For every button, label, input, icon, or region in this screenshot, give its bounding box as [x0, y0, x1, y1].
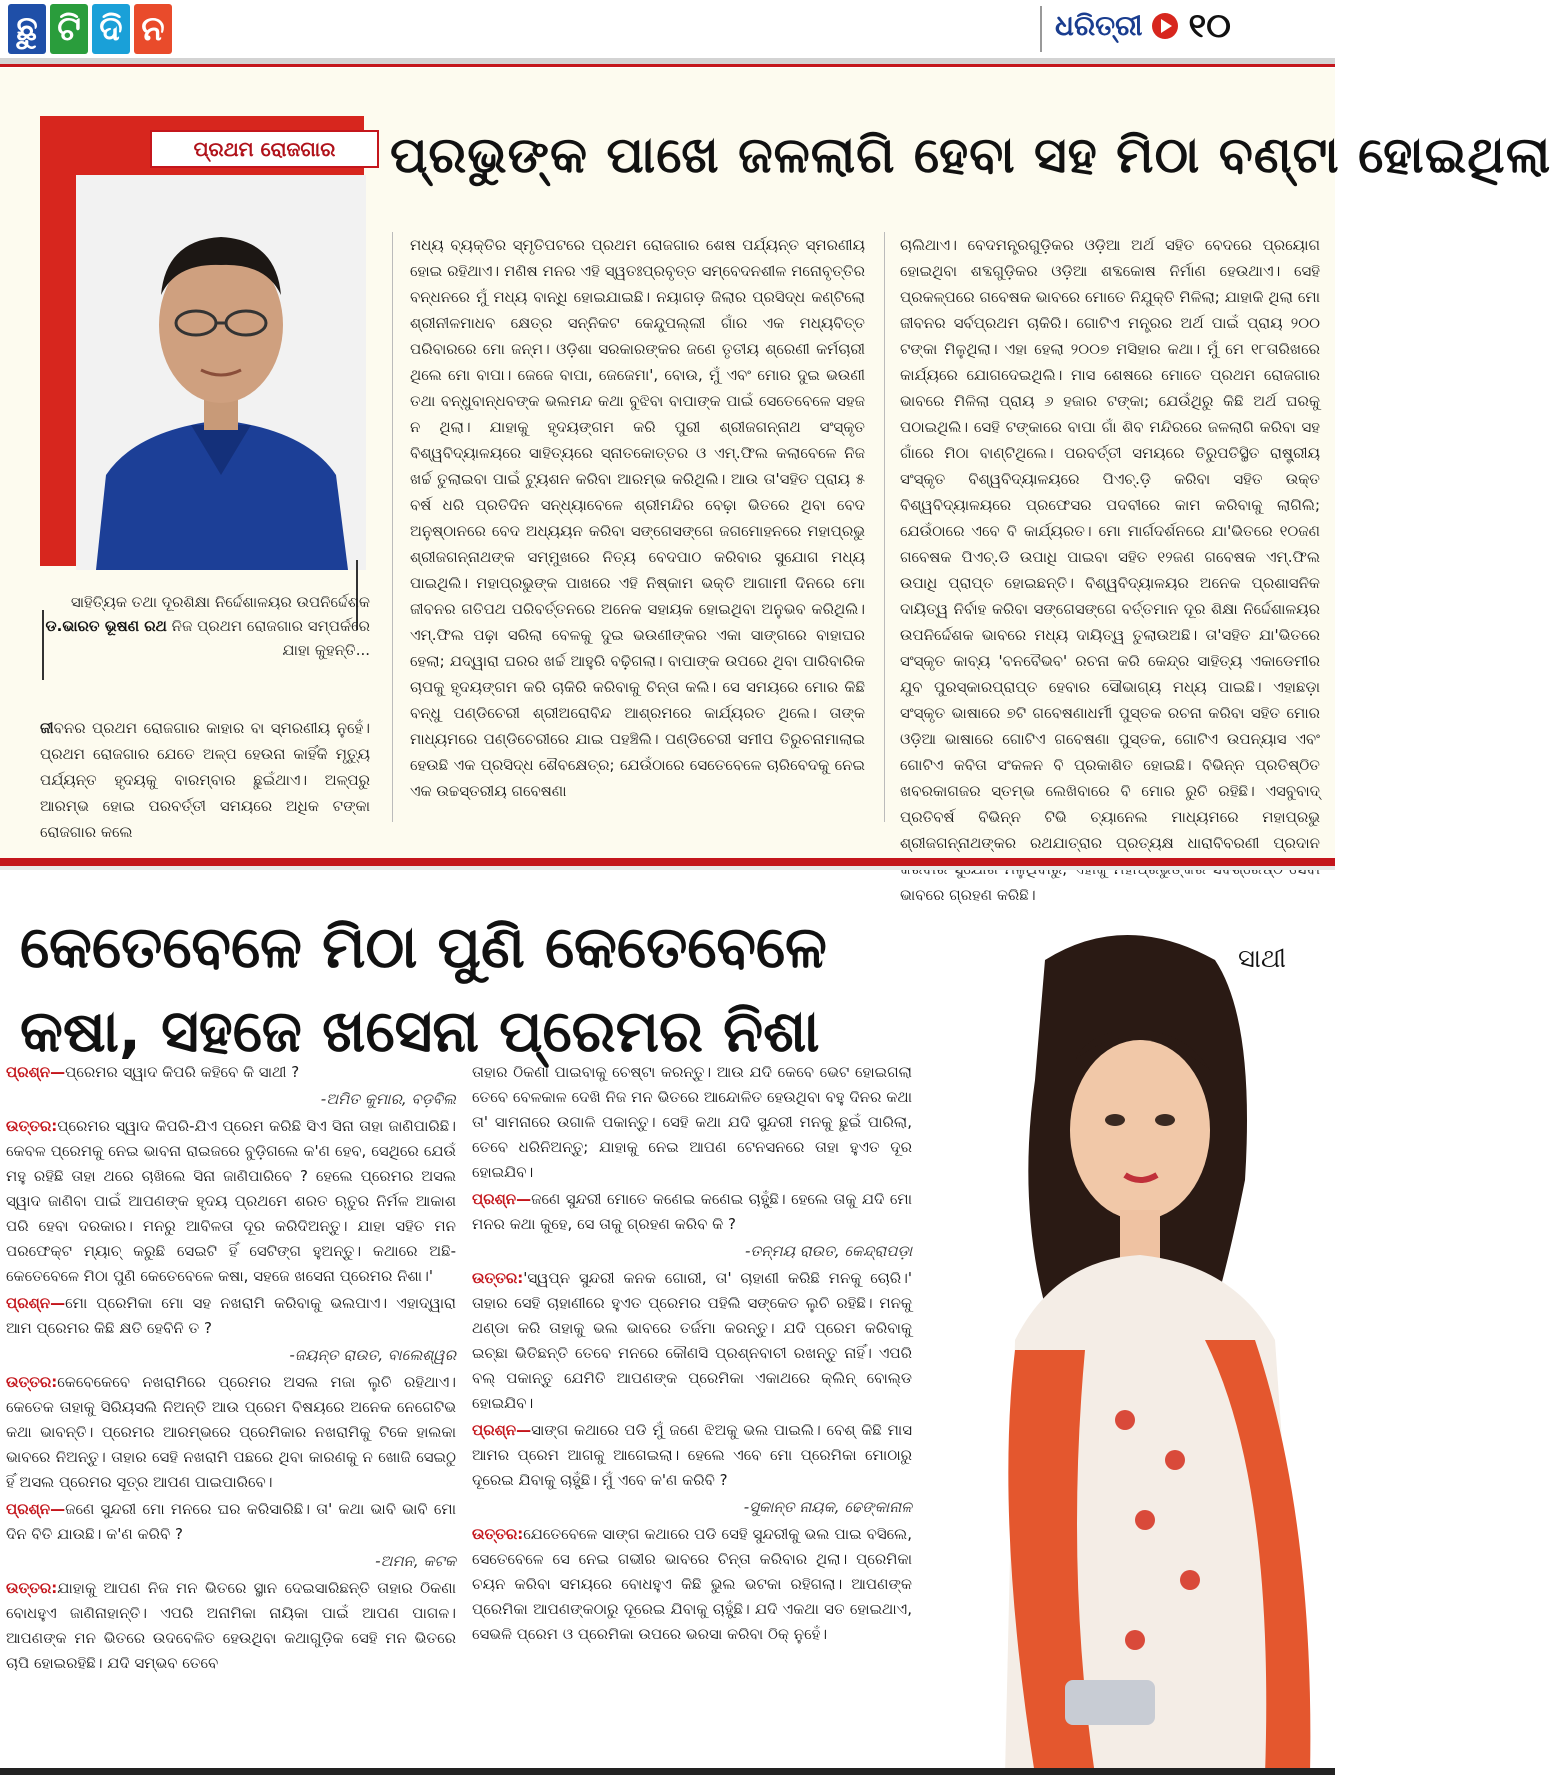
play-icon: [1152, 13, 1178, 39]
story1-kicker: ପ୍ରଥମ ରୋଜଗାର: [150, 130, 379, 168]
caption-text: ନିଜ ପ୍ରଥମ ରୋଜଗାର ସମ୍ପର୍କରେ ଯାହା କୁହନ୍ତି...: [171, 617, 370, 659]
qa-column-1: [6, 1060, 456, 1760]
section-band-shadow: [0, 866, 1335, 870]
answer-label: ଉତ୍ତର: [472, 1269, 518, 1287]
signature: -ସୁକାନ୍ତ ନାୟକ, ଢେଙ୍କାନାଳ: [743, 1498, 912, 1516]
drop-cap: ଜୀ: [40, 719, 54, 737]
story1-column-2: ମଧ୍ୟ ବ୍ୟକ୍ତିର ସ୍ମୃତିପଟରେ ପ୍ରଥମ ରୋଜଗାର ଶେଷ ପର୍ଯ୍ୟନ୍ତ ସ୍ମରଣୀୟ ହୋଇ ରହିଥାଏ। ମଣିଷ ମନର ଏହି ସ୍ୱତଃପ୍ରବୃତ୍ତ ସମ୍ବେଦନଶୀଳ ମନୋବୃତ୍ତିର ବନ୍ଧନରେ ମୁଁ ମଧ୍ୟ ବାନ୍ଧି ହୋଇଯାଇଛି। ନୟାଗଡ଼ ଜିଲାର ପ୍ରସିଦ୍ଧ କଣ୍ଟିଲୋ ଶ୍ରୀନୀଳମାଧବ କ୍ଷେତ୍ର ସନ୍ନିକଟ କେନ୍ଦୁପଲ୍ଲୀ ଗାଁର ଏକ ମଧ୍ୟବିତ୍ତ ପରିବାରରେ ମୋ ଜନ୍ମ। ଓଡ଼ିଶା ସରକାରଙ୍କର ଜଣେ ତୃତୀୟ ଶ୍ରେଣୀ କର୍ମଚାରୀ ଥିଲେ ମୋ ବାପା। ଜେଜେ ବାପା, ଜେଜେମା', ବୋଉ, ମୁଁ ଏବଂ ମୋର ଦୁଇ ଭଉଣୀ ତଥା ବନ୍ଧୁବାନ୍ଧବଙ୍କ ଭଲମନ୍ଦ କଥା ବୁଝିବା ବାପାଙ୍କ ପାଇଁ ସେତେବେଳେ ସହଜ ନ ଥିଲା। ଯାହାକୁ ହୃଦୟଙ୍ଗମ କରି ପୁରୀ ଶ୍ରୀଜଗନ୍ନାଥ ସଂସ୍କୃତ ବିଶ୍ୱବିଦ୍ୟାଳୟରେ ସାହିତ୍ୟରେ ସ୍ନାତକୋତ୍ତର ଓ ଏମ୍.ଫିଲ କଲାବେଳେ ନିଜ ଖର୍ଚ୍ଚ ତୁଲାଇବା ପାଇଁ ଟ୍ୟୁଶନ କରିବା ଆରମ୍ଭ କରିଥିଲି। ଆଉ ତା'ସହିତ ପ୍ରାୟ ୫ ବର୍ଷ ଧରି ପ୍ରତିଦିନ ସନ୍ଧ୍ୟାବେଳେ ଶ୍ରୀମନ୍ଦିର ବେଢ଼ା ଭିତରେ ଥିବା ବେଦ ଅନୁଷ୍ଠାନରେ ବେଦ ଅଧ୍ୟୟନ କରିବା ସଙ୍ଗେସଙ୍ଗେ ଜଗମୋହନରେ ମହାପ୍ରଭୁ ଶ୍ରୀଜଗନ୍ନାଥଙ୍କ ସମ୍ମୁଖରେ ନିତ୍ୟ ବେଦପାଠ କରିବାର ସୁଯୋଗ ମଧ୍ୟ ପାଇଥିଲି। ମହାପ୍ରଭୁଙ୍କ ପାଖରେ ଏହି ନିଷ୍କାମ ଭକ୍ତି ଆଗାମୀ ଦିନରେ ମୋ ଜୀବନର ଗତିପଥ ପରିବର୍ତ୍ତନରେ ଅନେକ ସହାୟକ ହୋଇଥିବା ଅନୁଭବ କରିଥିଲି। ଏମ୍.ଫିଲ ପଢ଼ା ସରିଲା ବେଳକୁ ଦୁଇ ଭଉଣୀଙ୍କର ଏକା ସାଙ୍ଗରେ ବାହାଘର ହେଲା; ଯଦ୍ୱାରା ଘରର ଖର୍ଚ୍ଚ ଆହୁରି ବଢ଼ିଗଲା। ବାପାଙ୍କ ଉପରେ ଥିବା ପାରିବାରିକ ଚାପକୁ ହୃଦୟଙ୍ଗମ କରି ଚାକିରି କରିବାକୁ ଚିନ୍ତା କଲି। ସେ ସମୟରେ ମୋର କିଛି ବନ୍ଧୁ ପଣ୍ଡିଚେରୀ ଶ୍ରୀଅରୋବିନ୍ଦ ଆଶ୍ରମରେ କାର୍ଯ୍ୟରତ ଥିଲେ। ତାଙ୍କ ମାଧ୍ୟମରେ ପଣ୍ଡିଚେରୀରେ ଯାଇ ପହଞ୍ଚିଲି। ପଣ୍ଡିଚେରୀ ସମୀପ ତିରୁଚନାମାଲାଇ ହେଉଛି ଏକ ପ୍ରସିଦ୍ଧ ଶୈବକ୍ଷେତ୍ର; ଯେଉଁଠାରେ ସେତେବେଳେ ଚାରିବେଦକୁ ନେଇ ଏକ ଉଚ୍ଚସ୍ତରୀୟ ଗବେଷଣା: [410, 236, 865, 800]
answer-text: 'ସ୍ୱପ୍ନ ସୁନ୍ଦରୀ କନକ ଗୋରୀ, ତା' ଚାହାଣୀ କରିଛି ମନକୁ ଚୋରି।' ତାହାର ସେହି ଚାହାଣୀରେ ହୁଏତ ପ୍ରେମର ପହିଲି ସଙ୍କେତ ଲୁଚି ରହିଛି। ମନକୁ ଥଣ୍ଡା କରି ତାହାକୁ ଭଲ ଭାବରେ ତର୍ଜମା କରନ୍ତୁ। ଯଦି ପ୍ରେମ କରିବାକୁ ଇଚ୍ଛା ଭିତିଛନ୍ତି ତେବେ ମନରେ କୌଣସି ପ୍ରଶ୍ନବାଚୀ ରଖନ୍ତୁ ନାହିଁ। ଏପରି ବଲ୍ ପକାନ୍ତୁ ଯେମିତି ଆପଣଙ୍କ ପ୍ରେମିକା ଏକାଥରେ କ୍ଲିନ୍ ବୋଲ୍ଡ ହୋଇଯିବ।: [472, 1269, 912, 1412]
question-label: ପ୍ରଶ୍ନ: [6, 1500, 51, 1518]
question: ପ୍ରଶ୍ନ—ଜଣେ ସୁନ୍ଦରୀ ମୋତେ କଣେଇ କଣେଇ ଚାହୁଁଛି। ହେଲେ ତାକୁ ଯଦି ମୋ ମନର କଥା କୁହେ, ସେ ତାକୁ ଗ୍ରହଣ କରିବ କି ?: [472, 1190, 912, 1233]
answer: ଉତ୍ତର:ଯେତେବେଳେ ସାଙ୍ଗ କଥାରେ ପଡି ସେହି ସୁନ୍ଦରୀକୁ ଭଲ ପାଇ ବସିଲେ, ସେତେବେଳେ ସେ ନେଇ ଗଭୀର ଭାବରେ ଚିନ୍ତା କରିବାର ଥିଲା। ପ୍ରେମିକା ଚୟନ କରିବା ସମୟରେ ବୋଧହୁଏ କିଛି ଭୁଲ ଭଟକା ରହିଗଲା। ଆପଣଙ୍କ ପ୍ରେମିକା ଆପଣଙ୍କଠାରୁ ଦୂରେଇ ଯିବାକୁ ଚାହୁଁଛି। ଯଦି ଏକଥା ସତ ହୋଇଥାଏ, ସେଭଳି ପ୍ରେମ ଓ ପ୍ରେମିକା ଉପରେ ଭରସା କରିବା ଠିକ୍ ନୁହେଁ।: [472, 1525, 912, 1643]
model-photo: [975, 920, 1335, 1775]
question: ପ୍ରଶ୍ନ—ସାଙ୍ଗ କଥାରେ ପଡି ମୁଁ ଜଣେ ଝିଅକୁ ଭଲ ପାଇଲି। ବେଶ୍ କିଛି ମାସ ଆମର ପ୍ରେମ ଆଗକୁ ଆଗେଇଲା। ହେଲେ ଏବେ ମୋ ପ୍ରେମିକା ମୋଠାରୁ ଦୂରେଇ ଯିବାକୁ ଚାହୁଁଛି। ମୁଁ ଏବେ କ'ଣ କରିବି ?: [472, 1421, 912, 1489]
story1-headline: ପ୍ରଭୁଙ୍କ ପାଖେ ଜଳଲାଗି ହେବା ସହ ମିଠା ବଣ୍ଟା ହୋଇଥିଲା: [390, 126, 1551, 184]
headline-line: କଷା, ସହଜେ ଖସେନା ପ୍ରେମର ନିଶା: [20, 997, 820, 1065]
answer: ଉତ୍ତର:ଯାହାକୁ ଆପଣ ନିଜ ମନ ଭିତରେ ସ୍ଥାନ ଦେଇସାରିଛନ୍ତି ତାହାର ଠିକଣା ବୋଧହୁଏ ଜାଣିନାହାନ୍ତି। ଏପରି ଅନାମିକା ନାୟିକା ପାଇଁ ଆପଣ ପାଗଳ। ଆପଣଙ୍କ ମନ ଭିତରେ ଉଦବେଳିତ ହେଉଥିବା କଥାଗୁଡ଼ିକ ସେହି ମନ ଭିତରେ ଚାପି ହୋଇରହିଛି। ଯଦି ସମ୍ଭବ ତେବେ: [6, 1579, 456, 1672]
answer-label: ଉତ୍ତର: [6, 1117, 52, 1135]
answer: ଉତ୍ତର:'ସ୍ୱପ୍ନ ସୁନ୍ଦରୀ କନକ ଗୋରୀ, ତା' ଚାହାଣୀ କରିଛି ମନକୁ ଚୋରି।' ତାହାର ସେହି ଚାହାଣୀରେ ହୁଏତ ପ୍ରେମର ପହିଲି ସଙ୍କେତ ଲୁଚି ରହିଛି। ମନକୁ ଥଣ୍ଡା କରି ତାହାକୁ ଭଲ ଭାବରେ ତର୍ଜମା କରନ୍ତୁ। ଯଦି ପ୍ରେମ କରିବାକୁ ଇଚ୍ଛା ଭିତିଛନ୍ତି ତେବେ ମନରେ କୌଣସି ପ୍ରଶ୍ନବାଚୀ ରଖନ୍ତୁ ନାହିଁ। ଏପରି ବଲ୍ ପକାନ୍ତୁ ଯେମିତି ଆପଣଙ୍କ ପ୍ରେମିକା ଏକାଥରେ କ୍ଲିନ୍ ବୋଲ୍ଡ ହୋଇଯିବ।: [472, 1269, 912, 1412]
answer: ଉତ୍ତର:କେବେକେବେ ନଖରାମିରେ ପ୍ରେମର ଅସଲ ମଜା ଲୁଚି ରହିଥାଏ। କେତେକ ତାହାକୁ ସିରିୟସଲି ନିଅନ୍ତି ଆଉ ପ୍ରେମ ବିଷୟରେ ଅନେକ ନେଗେଟିଭ କଥା ଭାବନ୍ତି। ପ୍ରେମର ଆରମ୍ଭରେ ପ୍ରେମିକାର ନଖରାମିକୁ ଟିକେ ହାଲକା ଭାବରେ ନିଅନ୍ତୁ। ତାହାର ସେହି ନଖରାମି ପଛରେ ଥିବା କାରଣକୁ ନ ଖୋଜି ସେଇଠୁ ହିଁ ଅସଲ ପ୍ରେମର ସୂତ୍ର ଆପଣ ପାଇପାରିବେ।: [6, 1373, 457, 1491]
author-photo: [76, 175, 366, 570]
story1-intro: [40, 715, 370, 841]
signature: -ତନ୍ମୟ ରାଉତ, କେନ୍ଦ୍ରାପଡ଼ା: [744, 1242, 912, 1260]
section-band: [0, 858, 1335, 866]
publication-name: ଧରିତ୍ରୀ: [1055, 9, 1143, 42]
question-text: ମୋ ପ୍ରେମିକା ମୋ ସହ ନଖରାମି କରିବାକୁ ଭଲପାଏ। ଏହାଦ୍ୱାରା ଆମ ପ୍ରେମର କିଛି କ୍ଷତି ହେବିନି ତ ?: [6, 1294, 456, 1337]
column-divider: [884, 232, 885, 822]
section-letter: ଦି: [92, 4, 130, 54]
question: ପ୍ରଶ୍ନ—ଜଣେ ସୁନ୍ଦରୀ ମୋ ମନରେ ଘର କରିସାରିଛି। ତା' କଥା ଭାବି ଭାବି ମୋ ଦିନ ବିତି ଯାଉଛି। କ'ଣ କରିବି ?: [6, 1500, 456, 1543]
masthead-red-rule: [0, 64, 1335, 67]
answer-text: ଯେତେବେଳେ ସାଙ୍ଗ କଥାରେ ପଡି ସେହି ସୁନ୍ଦରୀକୁ ଭଲ ପାଇ ବସିଲେ, ସେତେବେଳେ ସେ ନେଇ ଗଭୀର ଭାବରେ ଚିନ୍ତା କରିବାର ଥିଲା। ପ୍ରେମିକା ଚୟନ କରିବା ସମୟରେ ବୋଧହୁଏ କିଛି ଭୁଲ ଭଟକା ରହିଗଲା। ଆପଣଙ୍କ ପ୍ରେମିକା ଆପଣଙ୍କଠାରୁ ଦୂରେଇ ଯିବାକୁ ଚାହୁଁଛି। ଯଦି ଏକଥା ସତ ହୋଇଥାଏ, ସେଭଳି ପ୍ରେମ ଓ ପ୍ରେମିକା ଉପରେ ଭରସା କରିବା ଠିକ୍ ନୁହେଁ।: [472, 1525, 912, 1643]
answer-text: କେବେକେବେ ନଖରାମିରେ ପ୍ରେମର ଅସଲ ମଜା ଲୁଚି ରହିଥାଏ। କେତେକ ତାହାକୁ ସିରିୟସଲି ନିଅନ୍ତି ଆଉ ପ୍ରେମ ବିଷୟରେ ଅନେକ ନେଗେଟିଭ କଥା ଭାବନ୍ତି। ପ୍ରେମର ଆରମ୍ଭରେ ପ୍ରେମିକାର ନଖରାମିକୁ ଟିକେ ହାଲକା ଭାବରେ ନିଅନ୍ତୁ। ତାହାର ସେହି ନଖରାମି ପଛରେ ଥିବା କାରଣକୁ ନ ଖୋଜି ସେଇଠୁ ହିଁ ଅସଲ ପ୍ରେମର ସୂତ୍ର ଆପଣ ପାଇପାରିବେ।: [6, 1373, 457, 1491]
woman-illustration: [975, 920, 1335, 1775]
question-label: ପ୍ରଶ୍ନ: [6, 1063, 51, 1081]
publication-block: [1055, 6, 1231, 46]
answer: ଉତ୍ତର:ପ୍ରେମର ସ୍ୱାଦ କିପରି-ଯିଏ ପ୍ରେମ କରିଛି ସିଏ ସିନା ତାହା ଜାଣିପାରିଛି। କେବଳ ପ୍ରେମକୁ ନେଇ ଭାବନା ରାଇଜରେ ବୁଡ଼ିଗଲେ କ'ଣ ହେବ, ସେଥିରେ ଯେଉଁ ମହୁ ରହିଛି ତାହା ଥରେ ଚାଖିଲେ ସିନା ଜାଣିପାରିବେ ? ହେଲେ ପ୍ରେମର ଅସଲ ସ୍ୱାଦ ଜାଣିବା ପାଇଁ ଆପଣଙ୍କ ହୃଦୟ ପ୍ରଥମେ ଶରତ ଋତୁର ନିର୍ମଳ ଆକାଶ ପରି ହେବା ଦରକାର। ମନରୁ ଆବିଳତା ଦୂର କରିଦିଅନ୍ତୁ। ଯାହା ସହିତ ମନ ପରଫେକ୍ଟ ମ୍ୟାଚ୍ କରୁଛି ସେଇଟି ହିଁ ସେଟିଙ୍ଗ ହୁଅନ୍ତୁ। କଥାରେ ଅଛି-କେତେବେଳେ ମିଠା ପୁଣି କେତେବେଳେ କଷା, ସହଜେ ଖସେନା ପ୍ରେମର ନିଶା।': [6, 1117, 456, 1285]
page-number: ୧୦: [1188, 6, 1231, 46]
question-text: ସାଙ୍ଗ କଥାରେ ପଡି ମୁଁ ଜଣେ ଝିଅକୁ ଭଲ ପାଇଲି। ବେଶ୍ କିଛି ମାସ ଆମର ପ୍ରେମ ଆଗକୁ ଆଗେଇଲା। ହେଲେ ଏବେ ମୋ ପ୍ରେମିକା ମୋଠାରୁ ଦୂରେଇ ଯିବାକୁ ଚାହୁଁଛି। ମୁଁ ଏବେ କ'ଣ କରିବି ?: [472, 1421, 912, 1489]
section-logo: [8, 4, 172, 58]
section-letter: ଟି: [50, 4, 88, 54]
headline-line: କେତେବେଳେ ମିଠା ପୁଣି କେତେବେଳେ: [20, 913, 827, 981]
question-label: ପ୍ରଶ୍ନ: [472, 1190, 517, 1208]
section-letter: ନ: [134, 4, 172, 54]
question-text: ଜଣେ ସୁନ୍ଦରୀ ମୋ ମନରେ ଘର କରିସାରିଛି। ତା' କଥା ଭାବି ଭାବି ମୋ ଦିନ ବିତି ଯାଉଛି। କ'ଣ କରିବି ?: [6, 1500, 456, 1543]
answer-label: ଉତ୍ତର: [472, 1525, 518, 1543]
bottom-rule: [0, 1768, 1335, 1775]
question: ପ୍ରଶ୍ନ—ମୋ ପ୍ରେମିକା ମୋ ସହ ନଖରାମି କରିବାକୁ ଭଲପାଏ। ଏହାଦ୍ୱାରା ଆମ ପ୍ରେମର କିଛି କ୍ଷତି ହେବିନି ତ ?: [6, 1294, 456, 1337]
story1-column-3: ଚାଲିଥାଏ। ବେଦମନ୍ତ୍ରଗୁଡ଼ିକର ଓଡ଼ିଆ ଅର୍ଥ ସହିତ ବେଦରେ ପ୍ରୟୋଗ ହୋଇଥିବା ଶବ୍ଦଗୁଡ଼ିକର ଓଡ଼ିଆ ଶବ୍ଦକୋଷ ନିର୍ମାଣ ହେଉଥାଏ। ସେହି ପ୍ରକଳ୍ପରେ ଗବେଷକ ଭାବରେ ମୋତେ ନିଯୁକ୍ତି ମିଳିଲା; ଯାହାକି ଥିଲା ମୋ ଜୀବନର ସର୍ବପ୍ରଥମ ଚାକିରି। ଗୋଟିଏ ମନ୍ତ୍ରର ଅର୍ଥ ପାଇଁ ପ୍ରାୟ ୨୦୦ ଟଙ୍କା ମିଳୁଥିଲା। ଏହା ହେଲା ୨୦୦୭ ମସିହାର କଥା। ମୁଁ ମେ ୧୮ତାରିଖରେ କାର୍ଯ୍ୟରେ ଯୋଗଦେଇଥିଲି। ମାସ ଶେଷରେ ମୋତେ ପ୍ରଥମ ରୋଜଗାର ଭାବରେ ମିଳିଲା ପ୍ରାୟ ୬ ହଜାର ଟଙ୍କା; ଯେଉଁଥିରୁ କିଛି ଅର୍ଥ ଘରକୁ ପଠାଇଥିଲି। ସେହି ଟଙ୍କାରେ ବାପା ଗାଁ ଶିବ ମନ୍ଦିରରେ ଜଳଲାଗି କରିବା ସହ ଗାଁରେ ମିଠା ବାଣ୍ଟିଥିଲେ। ପରବର୍ତ୍ତୀ ସମୟରେ ତିରୁପତିସ୍ଥିତ ରାଷ୍ଟ୍ରୀୟ ସଂସ୍କୃତ ବିଶ୍ୱବିଦ୍ୟାଳୟରେ ପିଏଚ୍.ଡ଼ି କରିବା ସହିତ ଉକ୍ତ ବିଶ୍ୱବିଦ୍ୟାଳୟରେ ପ୍ରଫେସର ପଦବୀରେ କାମ କରିବାକୁ ଲାଗିଲି; ଯେଉଁଠାରେ ଏବେ ବି କାର୍ଯ୍ୟରତ। ମୋ ମାର୍ଗଦର୍ଶନରେ ଯା'ଭିତରେ ୧୦ଜଣ ଗବେଷକ ପିଏଚ୍.ଡି ଉପାଧି ପାଇବା ସହିତ ୧୨ଜଣ ଗବେଷକ ଏମ୍.ଫିଲ ଉପାଧି ପ୍ରାପ୍ତ ହୋଇଛନ୍ତି। ବିଶ୍ୱବିଦ୍ୟାଳୟର ଅନେକ ପ୍ରଶାସନିକ ଦାୟିତ୍ୱ ନିର୍ବାହ କରିବା ସଙ୍ଗେସଙ୍ଗେ ବର୍ତ୍ତମାନ ଦୂର ଶିକ୍ଷା ନିର୍ଦ୍ଦେଶାଳୟର ଉପନିର୍ଦ୍ଦେଶକ ଭାବରେ ମଧ୍ୟ ଦାୟିତ୍ୱ ତୁଲାଉଅଛି। ତା'ସହିତ ଯା'ଭିତରେ ସଂସ୍କୃତ କାବ୍ୟ 'ବନବୈଭବ' ରଚନା କରି କେନ୍ଦ୍ର ସାହିତ୍ୟ ଏକାଡେମୀର ଯୁବ ପୁରସ୍କାରପ୍ରାପ୍ତ ହେବାର ସୌଭାଗ୍ୟ ମଧ୍ୟ ପାଇଛି। ଏହାଛଡ଼ା ସଂସ୍କୃତ ଭାଷାରେ ୭ଟି ଗବେଷଣାଧର୍ମୀ ପୁସ୍ତକ ରଚନା କରିବା ସହିତ ମୋର ଓଡ଼ିଆ ଭାଷାରେ ଗୋଟିଏ ଗବେଷଣା ପୁସ୍ତକ, ଗୋଟିଏ ଉପନ୍ୟାସ ଏବଂ ଗୋଟିଏ କବିତା ସଂକଳନ ବି ପ୍ରକାଶିତ ହୋଇଛି। ବିଭିନ୍ନ ପ୍ରତିଷ୍ଠିତ ଖବରକାଗଜର ସ୍ତମ୍ଭ ଲେଖିବାରେ ବି ମୋର ରୁଚି ରହିଛି। ଏସବୁବାଦ୍ ପ୍ରତିବର୍ଷ ବିଭିନ୍ନ ଟିଭି ଚ୍ୟାନେଲ ମାଧ୍ୟମରେ ମହାପ୍ରଭୁ ଶ୍ରୀଜଗନ୍ନାଥଙ୍କର ରଥଯାତ୍ରାର ପ୍ରତ୍ୟକ୍ଷ ଧାରାବିବରଣୀ ପ୍ରଦାନ ଭାବରେ ଗ୍ରହଣ କରିଛି।: [900, 236, 1320, 904]
caption-text: ସାହିତ୍ୟିକ ତଥା ଦୂରଶିକ୍ଷା ନିର୍ଦ୍ଦେଶାଳୟର ଉପନିର୍ଦ୍ଦେଶକ: [70, 593, 370, 611]
story2-headline: [20, 905, 980, 1073]
qa-column-2: [472, 1060, 912, 1760]
question-text: ପ୍ରେମର ସ୍ୱାଦ କିପରି କହିବେ କି ସାଥୀ ?: [65, 1063, 300, 1081]
signature: -ଅମିତ କୁମାର, ବଡ଼ବିଲ: [320, 1090, 456, 1108]
answer-text: ପ୍ରେମର ସ୍ୱାଦ କିପରି-ଯିଏ ପ୍ରେମ କରିଛି ସିଏ ସିନା ତାହା ଜାଣିପାରିଛି। କେବଳ ପ୍ରେମକୁ ନେଇ ଭାବନା ରାଇଜରେ ବୁଡ଼ିଗଲେ କ'ଣ ହେବ, ସେଥିରେ ଯେଉଁ ମହୁ ରହିଛି ତାହା ଥରେ ଚାଖିଲେ ସିନା ଜାଣିପାରିବେ ? ହେଲେ ପ୍ରେମର ଅସଲ ସ୍ୱାଦ ଜାଣିବା ପାଇଁ ଆପଣଙ୍କ ହୃଦୟ ପ୍ରଥମେ ଶରତ ଋତୁର ନିର୍ମଳ ଆକାଶ ପରି ହେବା ଦରକାର। ମନରୁ ଆବିଳତା ଦୂର କରିଦିଅନ୍ତୁ। ଯାହା ସହିତ ମନ ପରଫେକ୍ଟ ମ୍ୟାଚ୍ କରୁଛି ସେଇଟି ହିଁ ସେଟିଙ୍ଗ ହୁଅନ୍ତୁ। କଥାରେ ଅଛି-କେତେବେଳେ ମିଠା ପୁଣି କେତେବେଳେ କଷା, ସହଜେ ଖସେନା ପ୍ରେମର ନିଶା।': [6, 1117, 456, 1285]
answer-label: ଉତ୍ତର: [6, 1579, 52, 1597]
section-letter: ଛୁ: [8, 4, 46, 54]
column-divider: [392, 232, 393, 822]
answer-label: ଉତ୍ତର: [6, 1373, 52, 1391]
divider: [1040, 6, 1042, 52]
answer-continued: ତାହାର ଠିକଣା ପାଇବାକୁ ଚେଷ୍ଟା କରନ୍ତୁ। ଆଉ ଯଦି କେବେ ଭେଟ ହୋଇଗଲା ତେବେ ବେଳକାଳ ଦେଖି ନିଜ ମନ ଭିତରେ ଆନ୍ଦୋଳିତ ହେଉଥିବା ବହୁ ଦିନର କଥା ତା' ସାମନାରେ ଉଗାଳି ପକାନ୍ତୁ। ସେହି କଥା ଯଦି ସୁନ୍ଦରୀ ମନକୁ ଛୁଇଁ ପାରିଲା, ତେବେ ଧରିନିଅନ୍ତୁ; ଯାହାକୁ ନେଇ ଆପଣ ଟେନସନରେ ତାହା ହୁଏତ ଦୂର ହୋଇଯିବ।: [472, 1063, 912, 1181]
column-byline: ସାଥୀ: [1238, 944, 1286, 974]
intro-text: ବନର ପ୍ରଥମ ରୋଜଗାର କାହାର ବା ସ୍ମରଣୀୟ ନୁହେଁ। ପ୍ରଥମ ରୋଜଗାର ଯେତେ ଅଳ୍ପ ହେଉନା କାହିଁକି ମୃତ୍ୟୁ ପର୍ଯ୍ୟନ୍ତ ହୃଦୟକୁ ବାରମ୍ବାର ଛୁଇଁଥାଏ। ଅଳ୍ପରୁ ଆରମ୍ଭ ହୋଇ ପରବର୍ତ୍ତୀ ସମୟରେ ଅଧିକ ଟଙ୍କା ରୋଜଗାର କଲେ: [40, 719, 370, 841]
answer-text: ଯାହାକୁ ଆପଣ ନିଜ ମନ ଭିତରେ ସ୍ଥାନ ଦେଇସାରିଛନ୍ତି ତାହାର ଠିକଣା ବୋଧହୁଏ ଜାଣିନାହାନ୍ତି। ଏପରି ଅନାମିକା ନାୟିକା ପାଇଁ ଆପଣ ପାଗଳ। ଆପଣଙ୍କ ମନ ଭିତରେ ଉଦବେଳିତ ହେଉଥିବା କଥାଗୁଡ଼ିକ ସେହି ମନ ଭିତରେ ଚାପି ହୋଇରହିଛି। ଯଦି ସମ୍ଭବ ତେବେ: [6, 1579, 456, 1672]
question-label: ପ୍ରଶ୍ନ: [472, 1421, 517, 1439]
signature: -ଜୟନ୍ତ ରାଉତ, ବାଲେଶ୍ୱର: [289, 1346, 456, 1364]
caption-author-name: ଡ.ଭାରତ ଭୂଷଣ ରଥ: [45, 617, 167, 635]
question-label: ପ୍ରଶ୍ନ: [6, 1294, 51, 1312]
question: ପ୍ରଶ୍ନ—ପ୍ରେମର ସ୍ୱାଦ କିପରି କହିବେ କି ସାଥୀ ?: [6, 1063, 300, 1081]
portrait-illustration: [76, 175, 366, 570]
signature: -ଅମନ, କଟକ: [375, 1552, 456, 1570]
question-text: ଜଣେ ସୁନ୍ଦରୀ ମୋତେ କଣେଇ କଣେଇ ଚାହୁଁଛି। ହେଲେ ତାକୁ ଯଦି ମୋ ମନର କଥା କୁହେ, ସେ ତାକୁ ଗ୍ରହଣ କରିବ କି ?: [472, 1190, 912, 1233]
photo-caption: [40, 590, 370, 662]
